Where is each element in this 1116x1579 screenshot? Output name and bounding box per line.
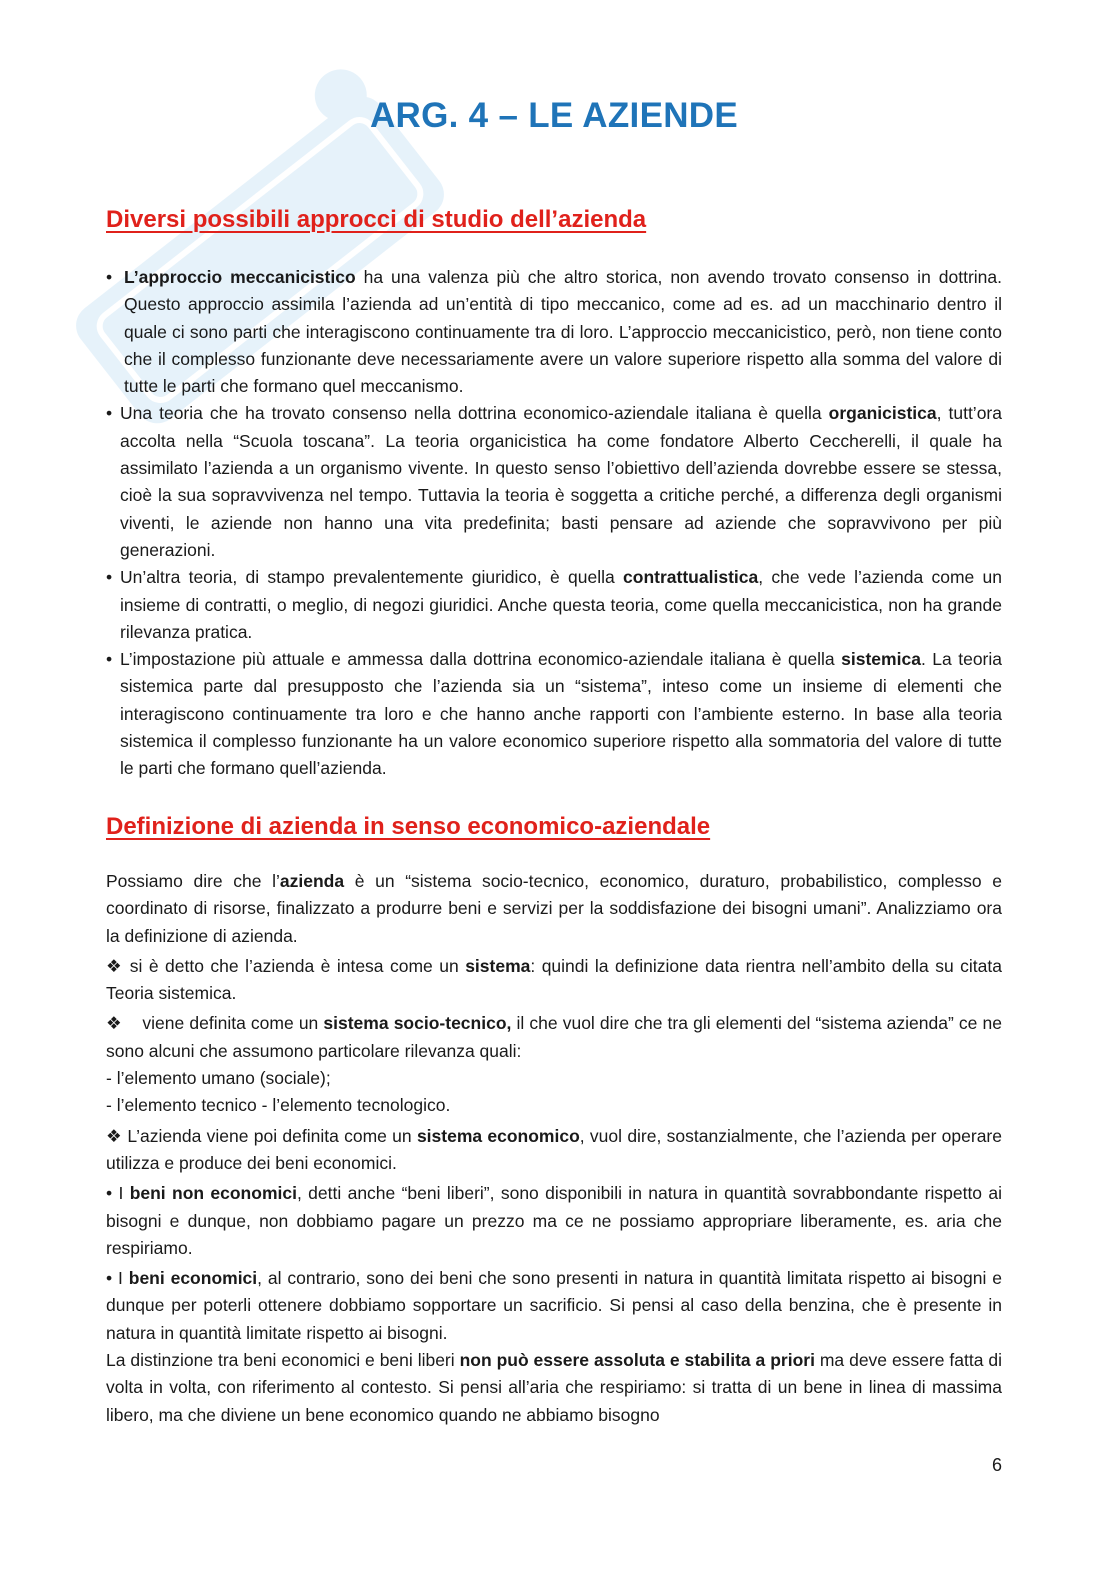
diamond-bullet-icon: ❖: [106, 955, 124, 976]
diamond-bullet-icon: ❖: [106, 1125, 123, 1146]
list-line: - l’elemento tecnico - l’elemento tecnologico.: [106, 1095, 451, 1116]
list-item: • Una teoria che ha trovato consenso nella dottrina economico-aziendale italiana è quella organicistica, tutt’ora accolta nella “Scuola toscana”. La teoria organicistica ha come fondatore Alberto Ceccherelli, il quale ha assimilato l’azienda a un organismo vivente. In questo senso l’obiettivo dell’azienda dovrebbe essere se stessa, cioè la sua sopravvivenza nel tempo. Tuttavia la teoria è soggetta a critiche perché, a differenza degli organismi viventi, le aziende non hanno una vita predefinita; basti pensare ad aziende che sopravvivono per più generazioni.: [106, 400, 1002, 564]
diamond-bullet-icon: ❖: [106, 1013, 122, 1034]
bullet-icon: •: [106, 1183, 113, 1204]
list-item: • Un’altra teoria, di stampo prevalentemente giuridico, è quella contrattualistica, che vede l’azienda come un insieme di contratti, o meglio, di negozi giuridici. Anche questa teoria, come quella meccanicistica, non ha grande rilevanza pratica.: [106, 564, 1002, 646]
paragraph: ❖ L’azienda viene poi definita come un sistema economico, vuol dire, sostanzialmente, che l’azienda per operare utilizza e produce dei beni economici.: [106, 1125, 1002, 1173]
definizione-body: [106, 868, 1002, 1429]
paragraph: • I beni non economici, detti anche “beni liberi”, sono disponibili in natura in quantità sovrabbondante rispetto ai bisogni e dunque, non dobbiamo pagare un prezzo ma ce ne possiamo appropriare liberamente, es. aria che respiriamo.: [106, 1183, 1002, 1258]
page-number: 6: [992, 1455, 1003, 1475]
list-item: • L’impostazione più attuale e ammessa dalla dottrina economico-aziendale italiana è quella sistemica. La teoria sistemica parte dal presupposto che l’azienda sia un “sistema”, inteso come un insieme di elementi che interagiscono continuamente tra loro e che hanno anche rapporti con l’ambiente esterno. In base alla teoria sistemica il complesso funzionante ha un valore economico superiore rispetto alla sommatoria del valore di tutte le parti che formano quell’azienda.: [106, 646, 1002, 782]
paragraph: ❖ viene definita come un sistema socio-tecnico, il che vuol dire che tra gli elementi del “sistema azienda” ce ne sono alcuni che assumono particolare rilevanza quali:: [106, 1013, 1002, 1061]
section-heading-definizione: Definizione di azienda in senso economico-aziendale: [106, 813, 711, 840]
paragraph: La distinzione tra beni economici e beni liberi non può essere assoluta e stabilita a priori ma deve essere fatta di volta in volta, con riferimento al contesto. Si pensi all’aria che respiriamo: si tratta di un bene in linea di massima libero, ma che diviene un bene economico quando ne abbiamo bisogno: [106, 1350, 1002, 1425]
paragraph: Possiamo dire che l’azienda è un “sistema socio-tecnico, economico, duraturo, probabilistico, complesso e coordinato di risorse, finalizzato a produrre beni e servizi per la soddisfazione dei bisogni umani”. Analizziamo ora la definizione di azienda.: [106, 871, 1002, 946]
bullet-icon: •: [106, 1268, 113, 1289]
paragraph: ❖ si è detto che l’azienda è intesa come un sistema: quindi la definizione data rientra nell’ambito della su citata Teoria sistemica.: [106, 955, 1002, 1004]
list-item: • L’approccio meccanicistico ha una valenza più che altro storica, non avendo trovato consenso in dottrina. Questo approccio assimila l’azienda ad un’entità di tipo meccanico, come ad es. ad un macchinario dentro il quale ci sono parti che interagiscono continuamente tra di loro. L’approccio meccanicistico, però, non tiene conto che il complesso funzionante deve necessariamente avere un valore superiore rispetto alla somma del valore di tutte le parti che formano quel meccanismo.: [106, 264, 1002, 400]
page-title: ARG. 4 – LE AZIENDE: [369, 96, 739, 135]
section-heading-approcci: Diversi possibili approcci di studio dell’azienda: [106, 206, 647, 233]
approcci-list: [106, 264, 1002, 783]
list-line: - l’elemento umano (sociale);: [106, 1068, 331, 1089]
paragraph: • I beni economici, al contrario, sono dei beni che sono presenti in natura in quantità limitata rispetto ai bisogni e dunque per poterli ottenere dobbiamo sopportare un sacrificio. Si pensi al caso della benzina, che è presente in natura in quantità limitate rispetto ai bisogni.: [106, 1268, 1002, 1343]
